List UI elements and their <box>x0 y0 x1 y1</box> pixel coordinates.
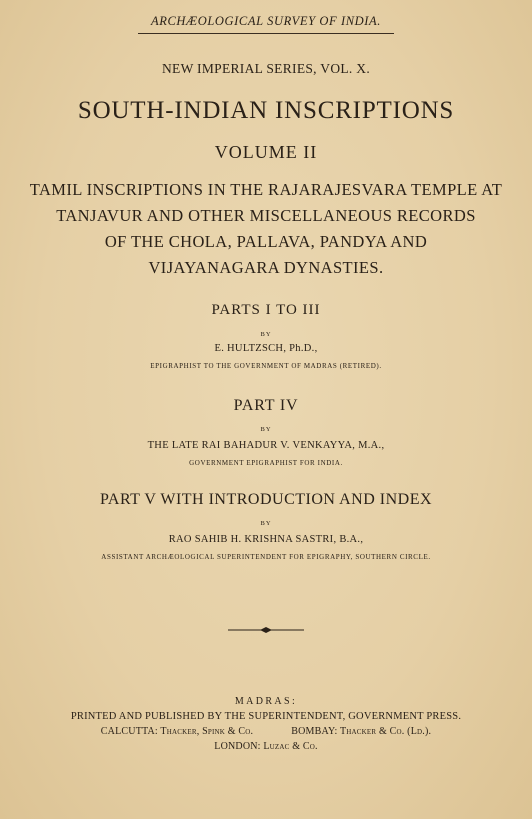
volume-title: VOLUME II <box>214 142 318 162</box>
part-4-heading: PART IV <box>233 397 299 414</box>
header-rule <box>138 33 394 34</box>
by-label-3: BY <box>260 520 272 527</box>
subtitle-line-4: VIJAYANAGARA DYNASTIES. <box>148 258 384 277</box>
imprint-agents <box>0 726 532 737</box>
ornament-rule-icon <box>228 624 304 636</box>
subtitle-line-1: TAMIL INSCRIPTIONS IN THE RAJARAJESVARA TEMPLE AT <box>29 180 503 199</box>
series-line: NEW IMPERIAL SERIES, VOL. X. <box>161 61 371 76</box>
imprint-printer: PRINTED AND PUBLISHED BY THE SUPERINTENDENT, GOVERNMENT PRESS. <box>70 711 462 722</box>
subtitle-line-3: OF THE CHOLA, PALLAVA, PANDYA AND <box>104 232 428 251</box>
role-krishna-sastri: ASSISTANT ARCHÆOLOGICAL SUPERINTENDENT FOR EPIGRAPHY, SOUTHERN CIRCLE. <box>101 553 431 561</box>
author-hultzsch: E. HULTZSCH, Ph.D., <box>214 343 318 354</box>
agent-bombay: BOMBAY: Thacker & Co. (Ld.). <box>291 726 432 737</box>
parts-1-3-heading: PARTS I TO III <box>211 302 321 318</box>
agent-london: LONDON: Luzac & Co. <box>214 741 318 752</box>
role-venkayya: GOVERNMENT EPIGRAPHIST FOR INDIA. <box>189 459 343 467</box>
role-hultzsch: EPIGRAPHIST TO THE GOVERNMENT OF MADRAS (RETIRED). <box>150 362 382 370</box>
author-venkayya: THE LATE RAI BAHADUR V. VENKAYYA, M.A., <box>147 440 385 451</box>
main-title: SOUTH-INDIAN INSCRIPTIONS <box>77 97 455 124</box>
agent-calcutta: CALCUTTA: Thacker, Spink & Co. <box>100 726 254 737</box>
by-label-2: BY <box>260 426 272 433</box>
author-krishna-sastri: RAO SAHIB H. KRISHNA SASTRI, B.A., <box>168 534 364 545</box>
part-5-heading: PART V WITH INTRODUCTION AND INDEX <box>99 491 433 508</box>
by-label-1: BY <box>260 331 272 338</box>
survey-header: ARCHÆOLOGICAL SURVEY OF INDIA. <box>150 14 382 28</box>
imprint-city: MADRAS: <box>234 696 298 707</box>
subtitle-line-2: TANJAVUR AND OTHER MISCELLANEOUS RECORDS <box>56 206 476 225</box>
